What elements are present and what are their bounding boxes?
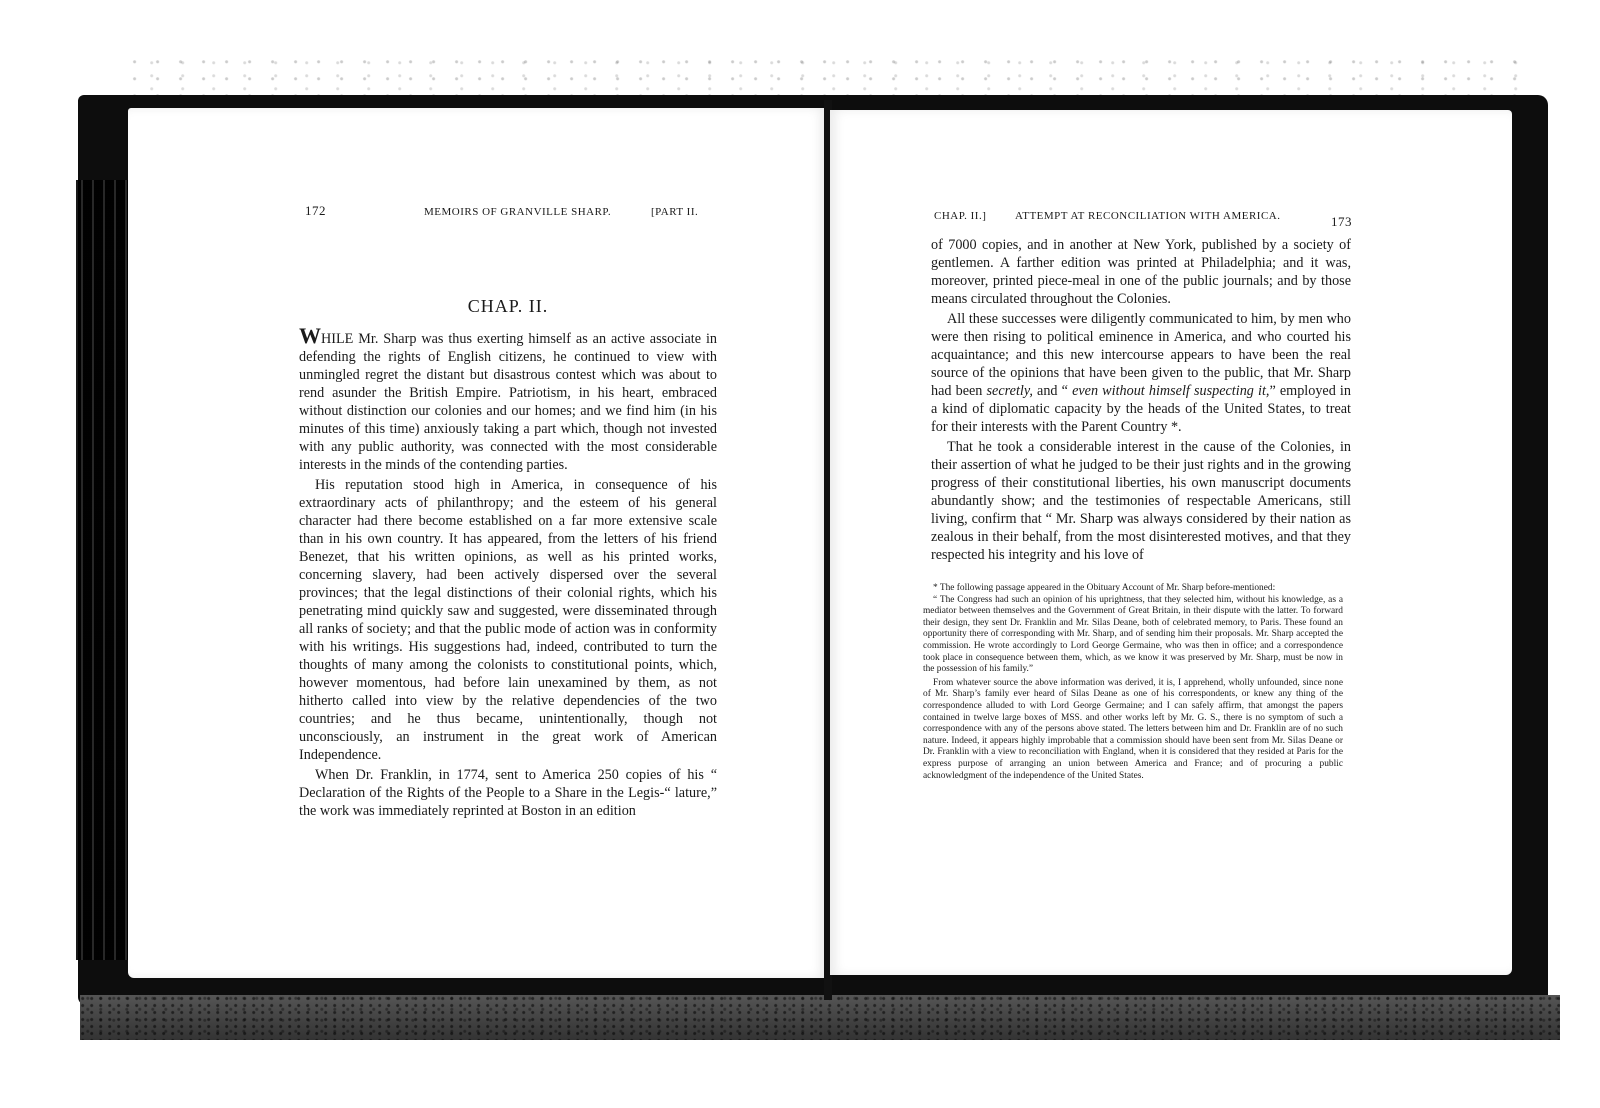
left-running-title: MEMOIRS OF GRANVILLE SHARP. bbox=[424, 206, 612, 218]
right-body-text bbox=[931, 236, 1351, 564]
right-chapter-label: CHAP. II.] bbox=[934, 210, 987, 222]
right-page-number: 173 bbox=[1331, 214, 1352, 229]
right-paragraph-2-text-c: ” employed in a kind of diplomatic capacity by the heads of the United States, to treat for their interests with the Parent Country *. bbox=[931, 383, 1351, 435]
left-paragraph-2: His reputation stood high in America, in consequence of his extraordinary acts of philanthropy; and the esteem of his general character had there become established on a far more extensive scale than in his own country. It has appeared, from the letters of his friend Benezet, that his written opinions, as well as his printed works, concerning slavery, had been actively dispersed over the several provinces; that the legal distinctions of their colonial rights, which his penetrating mind quickly saw and suggested, were disseminated through all ranks of society; and that the public mode of action was in conformity with his writings. His suggestions had, indeed, contributed to turn the thoughts of many among the colonists to constitutional points, which, however momentous, had before lain unexamined by them, as not hitherto called into view by the relative dependencies of the two countries; and he thus became, unintentionally, though not unconsciously, an instrument in the great work of American Independence. bbox=[299, 477, 717, 763]
right-paragraph-2-text-b: and “ bbox=[1032, 383, 1073, 399]
scan-noise-bottom bbox=[80, 995, 1560, 1040]
right-paragraph-2-text-a: All these successes were diligently communicated to him, by men who were then rising to political eminence in America, and who courted his acquaintance; and this new intercourse appears to have been the real source of the opinions that have been given to the public, that Mr. Sharp had been bbox=[931, 311, 1351, 399]
left-edge-streak bbox=[76, 180, 136, 960]
left-paragraph-1 bbox=[299, 323, 717, 474]
right-paragraph-2 bbox=[931, 310, 1351, 436]
right-paragraph-3: That he took a considerable interest in the cause of the Colonies, in their assertion of what he judged to be their just rights and in the growing progress of their constitutional liberties, his own manuscript documents abundantly show; and the testimonies of respectable Americans, still living, confirm that “ Mr. Sharp was always considered by their nation as zealous in their behalf, from the most disinterested motives, and that they respected his integrity and his love of bbox=[931, 439, 1351, 563]
drop-cap: W bbox=[299, 323, 321, 348]
chapter-title: CHAP. II. bbox=[467, 296, 549, 316]
right-paragraph-2-italic-2: even without himself suspecting it, bbox=[1072, 383, 1270, 399]
right-running-title: ATTEMPT AT RECONCILIATION WITH AMERICA. bbox=[1015, 210, 1281, 222]
footnote-2: “ The Congress had such an opinion of his uprightness, that they selected him, without his knowledge, as a mediator between themselves and the Government of Great Britain, in their dispute with the latter. To forward their design, they sent Dr. Franklin and Mr. Silas Deane, both of celebrated memory, to Paris. These found an opportunity there of corresponding with Mr. Sharp, and of sending him their proposals. Mr. Sharp accepted the commission. He wrote accordingly to Lord George Germaine, who was then in office; and a correspondence took place in consequence between them, which, as we know it was preserved by Mr. Sharp, must be now in the possession of his family.” bbox=[923, 594, 1343, 675]
left-paragraph-1-text: Mr. Sharp was thus exerting himself as an active associate in defending the rights of English citizens, he continued to view with unmingled regret the distant but disastrous contest which was about to rend asunder the British Empire. Patriotism, in his heart, embraced without distinction our colonies and our homes; and we find him (in his minutes of this time) anxiously taking a part which, though not invested with any public authority, was connected with the most considerable interests in the minds of the contending parties. bbox=[299, 331, 717, 473]
left-page-number: 172 bbox=[305, 203, 326, 218]
footnote-3: From whatever source the above information was derived, it is, I apprehend, wholly unfounded, since none of Mr. Sharp’s family ever heard of Silas Deane as one of his correspondents, or knew any thing of the correspondence alluded to with Lord George Germaine; and I can safely affirm, that amongst the papers contained in twelve large boxes of MSS. and other works left by Mr. G. S., there is no symptom of such a correspondence with any of the persons above stated. The letters between him and Dr. Franklin are of no such nature. Indeed, it appears highly improbable that a commission should have been sent from Mr. Silas Deane or Dr. Franklin with a view to reconciliation with England, when it is considered that they resided at Paris for the express purpose of arranging an union between America and France; and of procuring a public acknowledgment of the independence of the United States. bbox=[923, 677, 1343, 781]
right-paragraph-2-italic-1: secretly, bbox=[986, 383, 1033, 399]
left-body-text bbox=[299, 323, 717, 820]
left-paragraph-3: When Dr. Franklin, in 1774, sent to America 250 copies of his “ Declaration of the Rights of the People to a Share in the Legis-“ lature,” the work was immediately reprinted at Boston in an edition bbox=[299, 767, 717, 819]
footnote-1: * The following passage appeared in the Obituary Account of Mr. Sharp before-mentioned: bbox=[933, 583, 1276, 593]
footnotes bbox=[923, 583, 1343, 782]
right-paragraph-1: of 7000 copies, and in another at New York, published by a society of gentlemen. A farther edition was printed at Philadelphia; and it was, moreover, printed piece-meal in one of the public journals; and by those means circulated throughout the Colonies. bbox=[931, 237, 1351, 307]
left-part-label: [PART II. bbox=[651, 206, 699, 218]
opening-smallcaps: HILE bbox=[321, 331, 354, 347]
